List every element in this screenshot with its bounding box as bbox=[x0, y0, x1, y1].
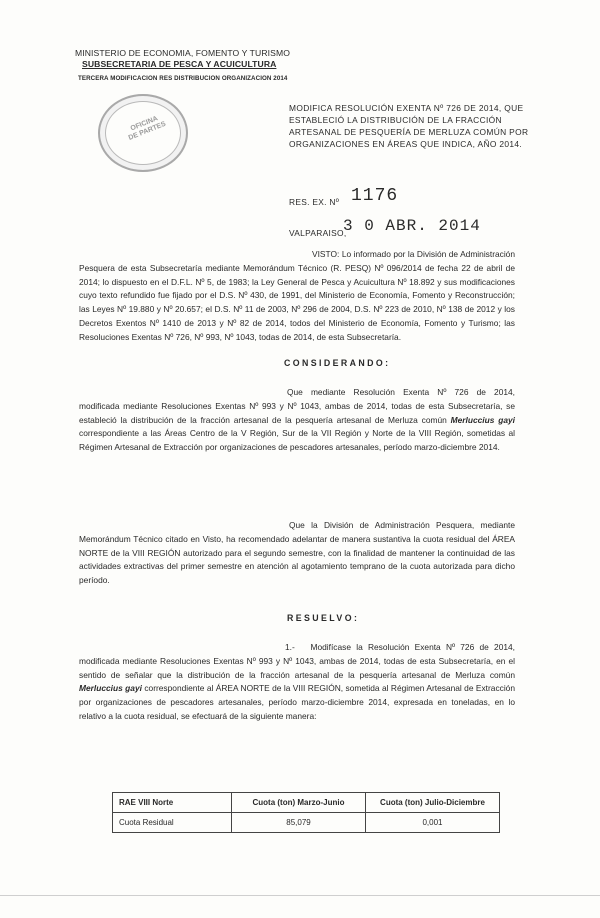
document-title: MODIFICA RESOLUCIÓN EXENTA Nº 726 DE 2014, QUE ESTABLECIÓ LA DISTRIBUCIÓN DE LA FRACCIÓN ARTESANAL DE PESQUERÍA DE MERLUZA COMÚN POR ORGANIZACIONES EN ÁREAS QUE INDICA, AÑO 2014. bbox=[289, 103, 529, 149]
table-header-row bbox=[113, 793, 500, 813]
subsecretaria-name: SUBSECRETARIA DE PESCA Y ACUICULTURA bbox=[82, 59, 277, 69]
issue-date: 3 0 ABR. 2014 bbox=[343, 217, 481, 235]
species-name: Merluccius gayi bbox=[450, 414, 515, 425]
res-number: 1176 bbox=[351, 186, 399, 206]
considerando-paragraph-2: Que la División de Administración Pesquera, mediante Memorándum Técnico citado en Visto, ha recomendado adelantar de manera sustantiva la cuota residual del ÁREA NORTE de la VIII REGIÓN autorizado para el segundo semestre, con la finalidad de mantener la continuidad de las actividades extractivas del primer semestre en atención al agotamiento temprano de la cuota autorizada para dicho período. bbox=[79, 520, 515, 586]
resuelvo-number: 1.- bbox=[285, 642, 295, 652]
considerando-paragraph-1 bbox=[79, 386, 515, 455]
considerando-p1-text-b: correspondiente a las Áreas Centro de la V Región, Sur de la VII Región y Norte de la VIII Región, sometidas al Régimen Artesanal de Extracción por organizaciones de pescadores artesanales, período marzo-diciembre 2014. bbox=[79, 428, 515, 453]
document-subtitle: TERCERA MODIFICACION RES DISTRIBUCION ORGANIZACION 2014 bbox=[78, 75, 288, 82]
table-header: RAE VIII Norte bbox=[113, 793, 232, 813]
table-cell: Cuota Residual bbox=[113, 813, 232, 833]
resuelvo-text-b: correspondiente al ÁREA NORTE de la VIII REGIÓN, sometida al Régimen Artesanal de Extracción por organizaciones de pescadores artesanales, período marzo-diciembre 2014, expresada en toneladas, en lo relativo a la cuota residual, se efectuará de la siguiente manera: bbox=[79, 683, 515, 721]
table-cell: 85,079 bbox=[232, 813, 366, 833]
ministry-name: MINISTERIO DE ECONOMIA, FOMENTO Y TURISMO bbox=[75, 48, 290, 58]
resuelvo-heading: RESUELVO: bbox=[287, 613, 360, 623]
stamp-text: OFICINA DE PARTES bbox=[127, 115, 167, 142]
considerando-p1-text-a: Que mediante Resolución Exenta Nº 726 de 2014, modificada mediante Resoluciones Exentas Nº 993 y Nº 1043, ambas de 2014, todas de esta Subsecretaría, se estableció la distribución de la fracción artesanal de la pesquería artesanal de Merluza común bbox=[79, 387, 515, 425]
table-cell: 0,001 bbox=[366, 813, 500, 833]
resuelvo-text-a: Modifícase la Resolución Exenta Nº 726 de 2014, modificada mediante Resoluciones Exentas Nº 993 y Nº 1043, ambas de 2014, todas de esta Subsecretaría, en el sentido de señalar que la distribución de la fracción artesanal de la pesquería artesanal de Merluza común bbox=[79, 642, 515, 680]
office-stamp bbox=[98, 94, 188, 172]
quota-table bbox=[112, 792, 500, 833]
resuelvo-species-name: Merluccius gayi bbox=[79, 683, 142, 694]
table-header: Cuota (ton) Julio-Diciembre bbox=[366, 793, 500, 813]
res-label: RES. EX. Nº bbox=[289, 197, 340, 207]
place-label: VALPARAISO, bbox=[289, 228, 347, 238]
table-header: Cuota (ton) Marzo-Junio bbox=[232, 793, 366, 813]
visto-paragraph bbox=[79, 248, 515, 345]
resuelvo-paragraph bbox=[79, 641, 515, 724]
visto-lead: VISTO: bbox=[312, 249, 340, 259]
table-row bbox=[113, 813, 500, 833]
page-footer-line bbox=[0, 895, 600, 896]
visto-text: Lo informado por la División de Administración Pesquera de esta Subsecretaría mediante Memorándum Técnico (R. PESQ) Nº 096/2014 de fecha 22 de abril de 2014; lo dispuesto en el D.F.L. Nº 5, de 1983; la Ley General de Pesca y Acuicultura Nº 18.892 y sus modificaciones cuyo texto refundido fue fijado por el D.S. Nº 430, de 1991, del Ministerio de Economía, Fomento y Reconstrucción; las Leyes Nº 19.880 y Nº 20.657; el D.S. Nº 11 de 2003, Nº 296 de 2004, D.S. Nº 223 de 2010, Nº 138 de 2012 y los Decretos Exentos Nº 1410 de 2013 y Nº 82 de 2014, todos del Ministerio de Economía, Fomento y Turismo; las Resoluciones Exentas Nº 726, Nº 993, Nº 1043, todas de 2014, de esta Subsecretaría. bbox=[79, 249, 516, 342]
considerando-heading: CONSIDERANDO: bbox=[284, 358, 391, 368]
